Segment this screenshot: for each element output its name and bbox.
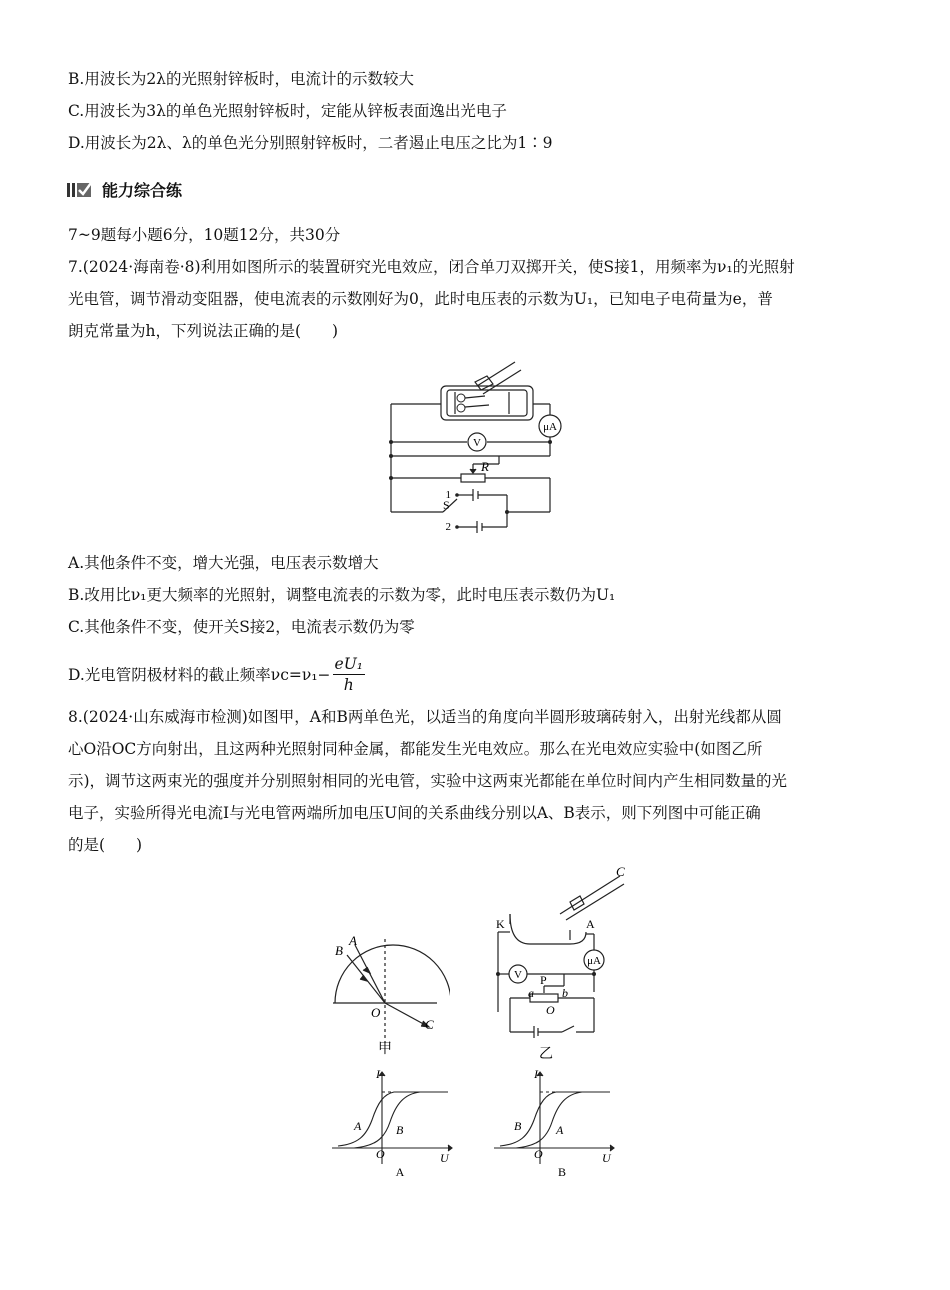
- graph-b-caption: B: [557, 1165, 567, 1179]
- end-a-label: a: [528, 986, 534, 1000]
- center-o-label: O: [371, 1005, 381, 1020]
- anode-a-label: A: [586, 917, 595, 931]
- switch-label: S: [443, 498, 450, 512]
- q7-option-c: C.其他条件不变，使开关S接2，电流表示数仍为零: [68, 618, 415, 636]
- slider-p-label: P: [540, 973, 547, 987]
- end-b-label: b: [562, 986, 568, 1000]
- curve-a-label: A: [354, 1119, 362, 1133]
- graph-a-caption: A: [395, 1165, 405, 1179]
- graph-option-b: [490, 1066, 620, 1181]
- origin-label-b: O: [534, 1147, 543, 1161]
- q7-option-a: A.其他条件不变，增大光强，电压表示数增大: [68, 554, 379, 572]
- voltmeter-label-yi: V: [514, 969, 522, 981]
- axis-u-label: U: [440, 1151, 449, 1165]
- light-c-label: C: [616, 864, 625, 879]
- figure-jia-caption: 甲: [378, 1042, 392, 1057]
- q8-text-4: 电子，实验所得光电流I与光电管两端所加电压U间的关系曲线分别以A、B表示，则下列图中可能正确: [68, 804, 761, 822]
- ray-b-label: B: [335, 943, 343, 958]
- option-d-line: D.用波长为2λ、λ的单色光分别照射锌板时，二者遏止电压之比为1∶9: [68, 134, 553, 152]
- axis-i-label-b: I: [534, 1067, 538, 1081]
- voltmeter-label: V: [473, 437, 481, 449]
- origin-label: O: [376, 1147, 385, 1161]
- q8-text-1: 8.(2024·山东威海市检测)如图甲，A和B两单色光，以适当的角度向半圆形玻璃砖射入，出射光线都从圆: [68, 708, 782, 726]
- q8-text-2: 心O沿OC方向射出，且这两种光照射同种金属，都能发生光电效应。那么在光电效应实验中(如图乙所: [68, 740, 763, 758]
- q7-fraction: [333, 654, 365, 695]
- curve-b-label: B: [396, 1123, 404, 1137]
- ammeter-label-yi: μA: [587, 955, 601, 967]
- graph-option-a: [328, 1066, 458, 1181]
- q7-text-1: 7.(2024·海南卷·8)利用如图所示的装置研究光电效应，闭合单刀双掷开关，使S接1，用频率为ν₁的光照射: [68, 258, 795, 276]
- cathode-k-label: K: [496, 917, 505, 931]
- option-c-line: C.用波长为3λ的单色光照射锌板时，定能从锌板表面逸出光电子: [68, 102, 507, 120]
- q7-circuit-diagram: [385, 352, 575, 537]
- ray-a-label: A: [349, 933, 357, 948]
- figure-jia-semicircle: [325, 925, 450, 1060]
- q7-option-d: [68, 654, 365, 695]
- q7-option-b: B.改用比ν₁更大频率的光照射，调整电流表的示数为零，此时电压表示数仍为U₁: [68, 586, 616, 604]
- q8-text-5: 的是( ): [68, 836, 143, 854]
- curve-a-label-b: A: [556, 1123, 564, 1137]
- figure-yi-caption: 乙: [539, 1047, 553, 1062]
- q8-text-3: 示)，调节这两束光的强度并分别照射相同的光电管，实验中这两束光都能在单位时间内产生相同数量的光: [68, 772, 788, 790]
- checklist-icon: [66, 180, 94, 200]
- section-header: [66, 178, 182, 201]
- figure-yi-circuit: [490, 862, 630, 1062]
- rheostat-label: R: [481, 459, 489, 474]
- section-title: 能力综合练: [102, 181, 183, 200]
- q7-text-3: 朗克常量为h，下列说法正确的是( ): [68, 322, 339, 340]
- score-note: 7~9题每小题6分，10题12分，共30分: [68, 226, 341, 244]
- fraction-numerator: eU₁: [334, 655, 363, 673]
- midpoint-o-label: O: [546, 1003, 555, 1017]
- q7-option-d-text: D.光电管阴极材料的截止频率νc=ν₁−: [68, 665, 331, 684]
- curve-b-label-b: B: [514, 1119, 522, 1133]
- ammeter-label: μA: [543, 421, 557, 433]
- option-b-line: B.用波长为2λ的光照射锌板时，电流计的示数较大: [68, 70, 415, 88]
- q7-text-2: 光电管，调节滑动变阻器，使电流表的示数刚好为0，此时电压表的示数为U₁，已知电子电荷量为e，普: [68, 290, 773, 308]
- terminal-1-label: 1: [445, 489, 451, 501]
- axis-i-label: I: [376, 1067, 380, 1081]
- axis-u-label-b: U: [602, 1151, 611, 1165]
- fraction-denominator: h: [343, 676, 354, 694]
- ray-c-label: C: [425, 1017, 434, 1032]
- terminal-2-label: 2: [445, 521, 451, 533]
